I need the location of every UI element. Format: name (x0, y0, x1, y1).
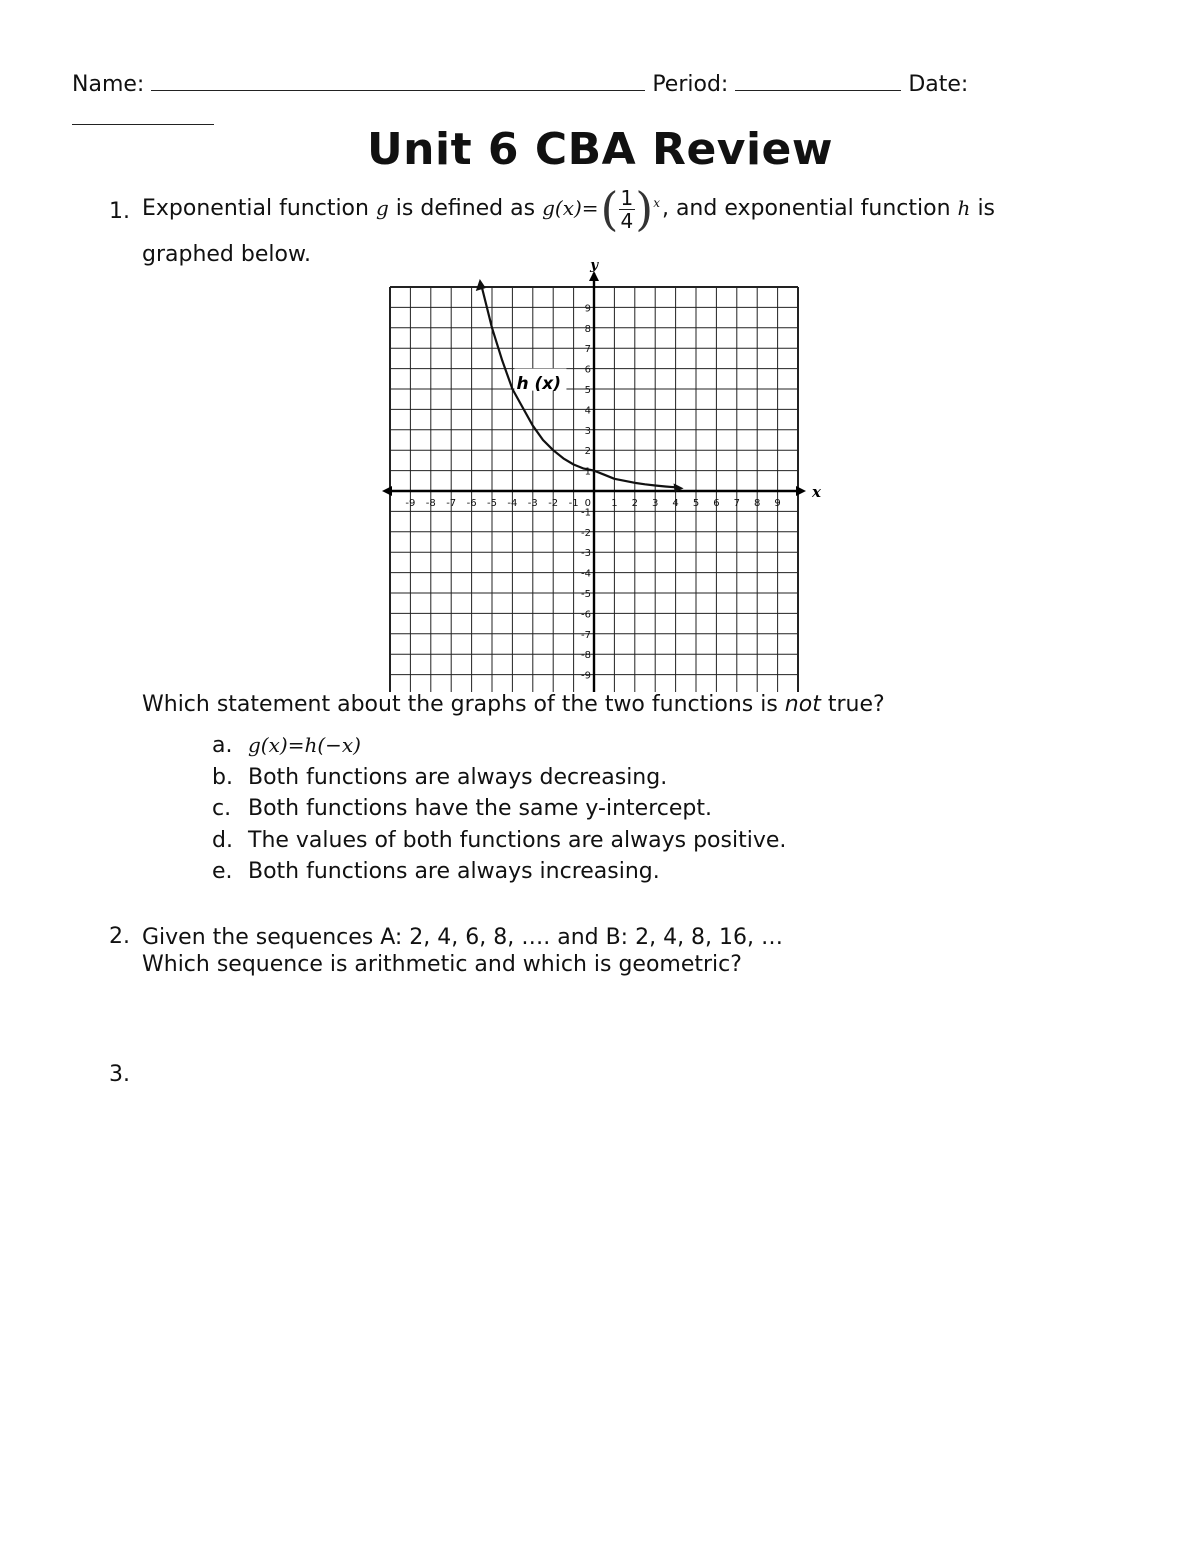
y-tick-label: -6 (581, 609, 591, 621)
q1-text-a: Exponential function (142, 196, 369, 221)
fraction (619, 187, 636, 232)
x-axis-arrow-right (796, 486, 806, 496)
h-curve-arrow-start (476, 279, 486, 291)
option-text: The values of both functions are always positive. (248, 827, 787, 853)
y-tick-label: 5 (584, 385, 591, 396)
period-blank[interactable] (735, 70, 901, 91)
q2-number: 2. (109, 924, 130, 949)
name-label: Name: (72, 72, 145, 97)
date-blank[interactable] (72, 104, 214, 125)
q2-line1: Given the sequences A: 2, 4, 6, 8, …. and B: 2, 4, 8, 16, … (142, 925, 784, 950)
x-tick-label: -9 (405, 498, 416, 509)
statement-end: true? (827, 692, 885, 717)
q1-text-b: is defined as (395, 196, 536, 221)
y-tick-label: 8 (584, 323, 591, 335)
y-tick-label: 6 (584, 364, 591, 376)
name-blank[interactable] (151, 70, 645, 91)
x-tick-label: 1 (611, 498, 618, 509)
exponent: x (653, 196, 660, 210)
x-tick-label: -6 (466, 498, 477, 509)
y-axis-label: y (590, 262, 599, 273)
q1-text-line2: graphed below. (142, 242, 311, 267)
answer-option[interactable] (212, 733, 786, 765)
answer-option[interactable] (212, 796, 786, 828)
period-label: Period: (652, 72, 729, 97)
y-tick-label: -1 (581, 507, 591, 519)
q2-line2: Which sequence is arithmetic and which is geometric? (142, 952, 742, 977)
option-text: Both functions are always decreasing. (248, 764, 668, 790)
statement-text: Which statement about the graphs of the two functions is (142, 692, 778, 717)
fraction-expression (600, 182, 660, 236)
option-text: g(x)=h(−x) (248, 733, 361, 757)
h-symbol: h (957, 196, 971, 220)
answer-option[interactable] (212, 765, 786, 797)
y-tick-label: 2 (584, 446, 591, 458)
x-tick-label: 8 (754, 498, 761, 509)
y-tick-label: -2 (581, 527, 591, 539)
y-tick-label: -4 (581, 568, 591, 580)
y-tick-label: -5 (581, 589, 591, 600)
x-tick-label: 3 (652, 498, 659, 509)
y-tick-label: -3 (581, 548, 591, 560)
x-tick-label: -8 (425, 498, 436, 509)
origin-label: 0 (584, 498, 591, 509)
x-tick-label: 4 (672, 498, 679, 509)
q2-text (142, 924, 783, 978)
q1-text-c: , and exponential function (661, 196, 951, 221)
statement-emphasis: not (784, 692, 821, 717)
y-tick-label: -9 (581, 670, 591, 682)
h-curve (482, 287, 676, 487)
curve-label: h (x) (516, 374, 562, 394)
date-label: Date: (908, 72, 969, 97)
x-tick-label: 9 (774, 498, 781, 509)
page-title: Unit 6 CBA Review (366, 124, 834, 175)
y-tick-label: -7 (581, 629, 591, 641)
x-tick-label: 2 (631, 498, 638, 509)
y-tick-label: 7 (584, 344, 591, 356)
student-header (72, 70, 968, 97)
option-letter: e. (212, 859, 233, 884)
option-letter: b. (212, 764, 233, 790)
x-tick-label: -7 (446, 498, 457, 509)
y-tick-label: 3 (584, 425, 591, 437)
x-tick-label: -2 (548, 498, 559, 509)
q1-text-d: is (977, 196, 996, 221)
x-axis-label: x (812, 483, 821, 501)
answer-option[interactable] (212, 828, 786, 860)
y-tick-label: 9 (584, 303, 591, 315)
fraction-numerator: 1 (620, 185, 634, 210)
y-tick-label: 1 (584, 466, 591, 478)
option-text: Both functions have the same y-intercept. (248, 796, 712, 821)
option-text: Both functions are always increasing. (248, 859, 660, 884)
x-tick-label: 5 (692, 498, 700, 509)
q3-number: 3. (109, 1062, 130, 1087)
x-tick-label: -1 (568, 498, 579, 509)
answer-option[interactable] (212, 859, 786, 891)
option-letter: d. (212, 827, 233, 853)
left-paren: ( (600, 182, 619, 236)
x-tick-label: 7 (733, 498, 740, 509)
g-def-lhs: g(x)= (542, 196, 599, 220)
option-letter: a. (212, 733, 233, 758)
x-axis-arrow-left (382, 486, 392, 496)
x-tick-label: -3 (527, 498, 538, 509)
y-tick-label: 4 (584, 405, 591, 417)
q1-number: 1. (109, 199, 130, 224)
exponential-graph (380, 262, 830, 692)
x-tick-label: -4 (507, 498, 518, 509)
answer-options (212, 733, 786, 891)
g-symbol: g (375, 196, 389, 220)
option-letter: c. (212, 796, 232, 821)
y-tick-label: -8 (581, 650, 591, 662)
x-tick-label: -5 (487, 498, 497, 509)
right-paren: ) (635, 182, 654, 236)
x-tick-label: 6 (713, 498, 720, 509)
fraction-denominator: 4 (620, 208, 634, 233)
q1-question-statement (142, 692, 885, 717)
